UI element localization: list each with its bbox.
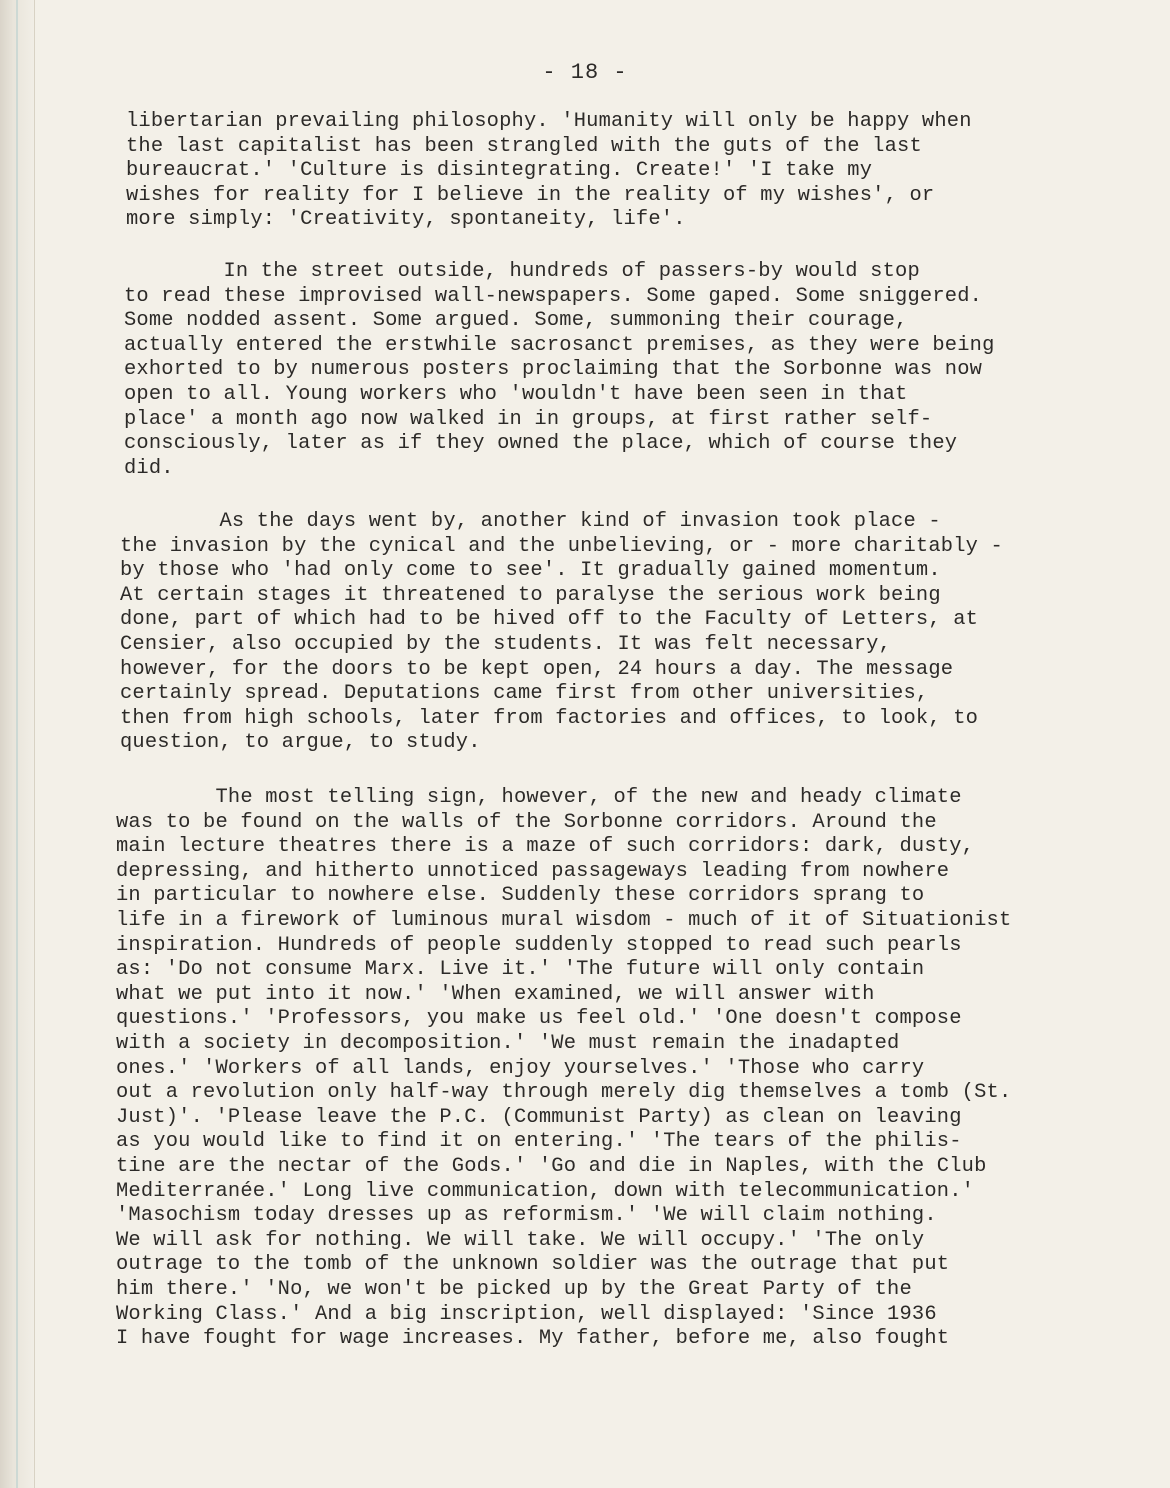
text-line: by those who 'had only come to see'. It gradually gained momentum. — [120, 559, 941, 583]
text-line: out a revolution only half-way through merely dig themselves a tomb (St. — [116, 1081, 1012, 1105]
text-line: place' a month ago now walked in in groups, at first rather self- — [124, 407, 933, 431]
page-number: - 18 - — [542, 60, 628, 85]
text-line: As the days went by, another kind of invasion took place - — [120, 510, 941, 533]
text-line: Just)'. 'Please leave the P.C. (Communist Party) as clean on leaving — [116, 1105, 962, 1129]
text-line: I have fought for wage increases. My father, before me, also fought — [116, 1327, 950, 1351]
text-line: outrage to the tomb of the unknown soldier was the outrage that put — [116, 1253, 950, 1277]
text-line: life in a firework of luminous mural wisdom - much of it of Situationist — [116, 909, 1012, 932]
text-line: tine are the nectar of the Gods.' 'Go and die in Naples, with the Club — [116, 1155, 987, 1178]
text-line: actually entered the erstwhile sacrosanct premises, as they were being — [124, 333, 995, 357]
page-binding-edge — [0, 0, 35, 1488]
text-line: in particular to nowhere else. Suddenly these corridors sprang to — [116, 884, 925, 908]
text-line: was to be found on the walls of the Sorbonne corridors. Around the — [116, 810, 937, 834]
text-line: what we put into it now.' 'When examined, we will answer with — [116, 982, 875, 1006]
text-line: wishes for reality for I believe in the reality of my wishes', or — [126, 183, 935, 207]
text-line: question, to argue, to study. — [120, 731, 481, 755]
text-line: to read these improvised wall-newspapers. Some gaped. Some sniggered. — [124, 284, 983, 308]
text-line: the last capitalist has been strangled with the guts of the last — [126, 134, 922, 158]
text-line: Some nodded assent. Some argued. Some, summoning their courage, — [124, 309, 908, 333]
text-line: certainly spread. Deputations came first from other universities, — [120, 682, 929, 706]
text-line: main lecture theatres there is a maze of such corridors: dark, dusty, — [116, 835, 975, 859]
text-line: open to all. Young workers who 'wouldn't have been seen in that — [124, 383, 908, 406]
text-line: however, for the doors to be kept open, 24 hours a day. The message — [120, 657, 954, 681]
text-line: then from high schools, later from factories and offices, to look, to — [120, 706, 979, 730]
text-line: more simply: 'Creativity, spontaneity, life'. — [126, 208, 686, 232]
text-line: bureaucrat.' 'Culture is disintegrating. Create!' 'I take my — [126, 159, 873, 183]
text-line: Censier, also occupied by the students. It was felt necessary, — [120, 633, 892, 656]
text-line: 'Masochism today dresses up as reformism.' 'We will claim nothing. — [116, 1204, 937, 1228]
text-line: did. — [124, 456, 174, 480]
text-line: as: 'Do not consume Marx. Live it.' 'The future will only contain — [116, 958, 925, 982]
text-line: inspiration. Hundreds of people suddenly stopped to read such pearls — [116, 933, 962, 957]
text-line: In the street outside, hundreds of passers-by would stop — [124, 260, 920, 283]
text-line: consciously, later as if they owned the place, which of course they — [124, 432, 958, 456]
text-line: questions.' 'Professors, you make us feel old.' 'One doesn't compose — [116, 1007, 962, 1031]
text-line: At certain stages it threatened to paralyse the serious work being — [120, 583, 941, 607]
text-line: with a society in decomposition.' 'We must remain the inadapted — [116, 1032, 900, 1055]
text-line: exhorted to by numerous posters proclaiming that the Sorbonne was now — [124, 358, 983, 382]
text-line: done, part of which had to be hived off to the Faculty of Letters, at — [120, 608, 979, 632]
text-line: the invasion by the cynical and the unbelieving, or - more charitably - — [120, 534, 1003, 558]
text-line: libertarian prevailing philosophy. 'Humanity will only be happy when — [126, 110, 972, 133]
text-line: as you would like to find it on entering.' 'The tears of the philis- — [116, 1130, 962, 1154]
text-line: him there.' 'No, we won't be picked up by the Great Party of the — [116, 1278, 912, 1301]
text-line: depressing, and hitherto unnoticed passageways leading from nowhere — [116, 859, 950, 883]
text-line: We will ask for nothing. We will take. We will occupy.' 'The only — [116, 1228, 925, 1252]
text-line: Mediterranée.' Long live communication, down with telecommunication.' — [116, 1179, 975, 1203]
text-line: ones.' 'Workers of all lands, enjoy yourselves.' 'Those who carry — [116, 1056, 925, 1080]
text-line: The most telling sign, however, of the new and heady climate — [116, 786, 962, 809]
text-line: Working Class.' And a big inscription, well displayed: 'Since 1936 — [116, 1302, 937, 1326]
